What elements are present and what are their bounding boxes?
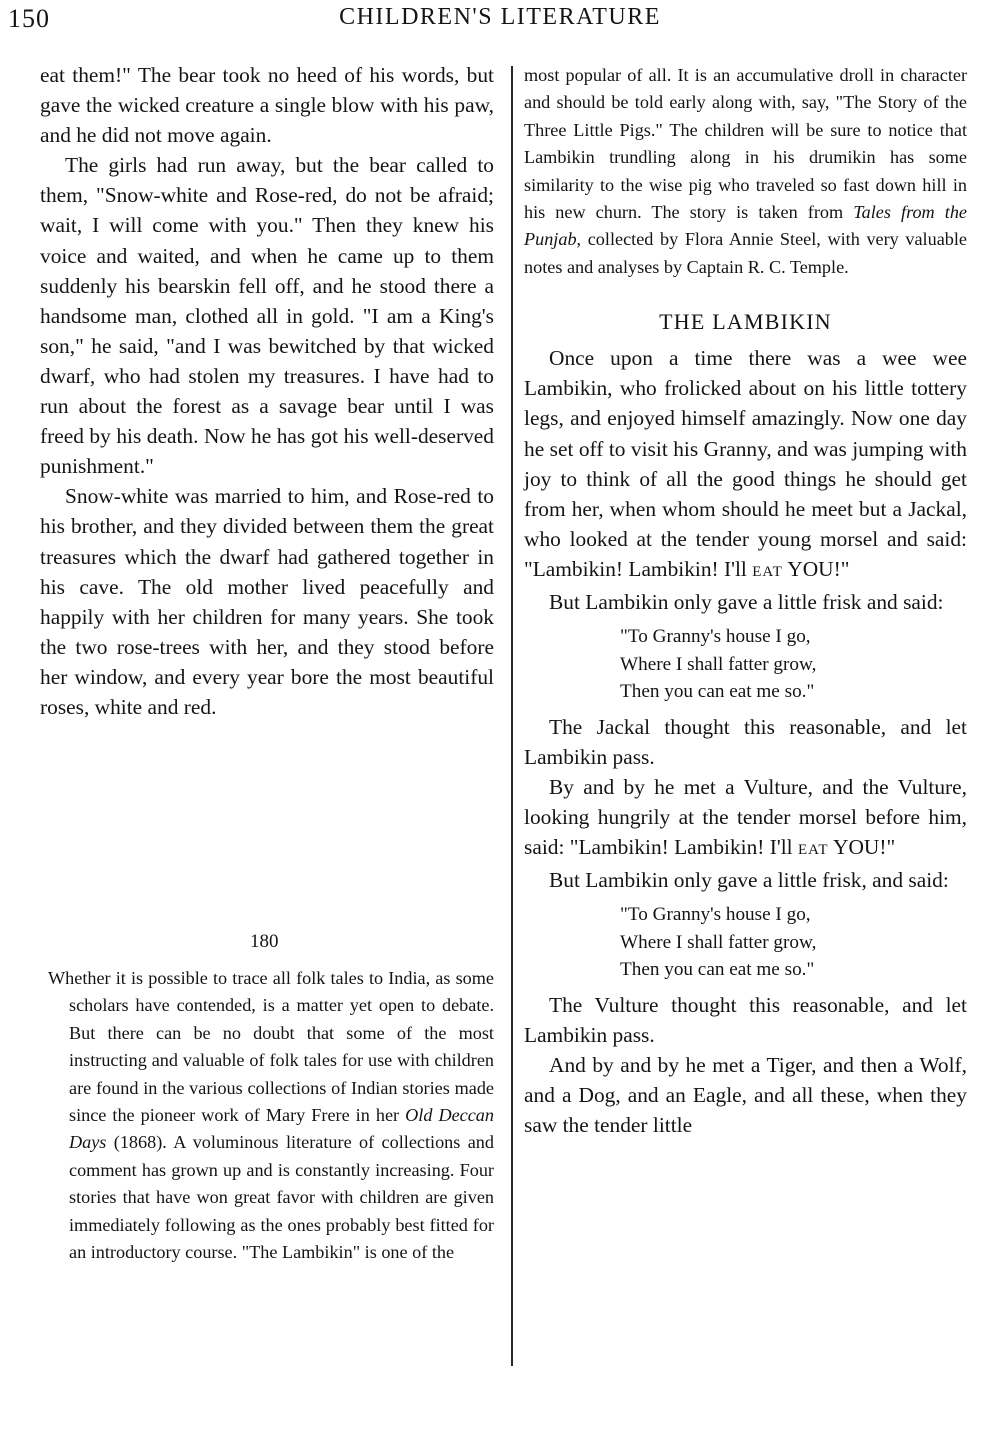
- paragraph: And by and by he met a Tiger, and then a Wolf, and a Dog, and an Eagle, and all these, when they saw the tender little: [524, 1052, 967, 1138]
- footnote: [48, 965, 494, 1266]
- verse-line: Where I shall fatter grow,: [620, 653, 817, 675]
- paragraph: Once upon a time there was a wee wee Lambikin, who frolicked about on his little tottery legs, and enjoyed himself amazingly. Now one day he set off to visit his Granny, and was jumping with joy to think of all the good things he should get from her, when whom should he meet but a Jackal, who looked at the tender young morsel and said: "Lambikin! Lambikin! I'll EAT YOU!": [524, 346, 967, 581]
- column-divider: [511, 66, 513, 1366]
- left-column: [40, 60, 494, 722]
- paragraph: eat them!" The bear took no heed of his words, but gave the wicked creature a single blow with his paw, and he did not move again.: [40, 63, 494, 148]
- verse-line: Then you can eat me so.": [620, 959, 815, 981]
- paragraph: The Vulture thought this reasonable, and let Lambikin pass.: [524, 992, 967, 1047]
- verse-line: Then you can eat me so.": [620, 681, 815, 703]
- page-header: [0, 4, 1000, 38]
- paragraph: Snow-white was married to him, and Rose-red to his brother, and they divided between them the great treasures which the dwarf had gathered together in his cave. The old mother lived peacefully and happily with her children for many years. She took the two rose-trees with her, and they stood before her window, and every year bore the most beautiful roses, white and red.: [40, 484, 494, 719]
- footnote-text: Whether it is possible to trace all folk tales to India, as some scholars have contended, is a matter yet open to debate. But there can be no doubt that some of the most instructing and valuable of folk tales for use with children are found in the various collections of Indian stories made since the pioneer work of Mary Frere in her Old Deccan Days (1868). A voluminous literature of collections and comment has grown up and is constantly increasing. Four stories that have won great favor with children are given immediately following as the ones probably best fitted for an introductory course. "The Lambikin" is one of the: [48, 968, 494, 1263]
- paragraph: The girls had run away, but the bear called to them, "Snow-white and Rose-red, do not be afraid; wait, I will come with you." Then they knew his voice and waited, and when he came up to them suddenly his bearskin fell off, and he stood there a handsome man, clothed all in gold. "I am a King's son," he said, "and I was bewitched by that wicked dwarf, who had stolen my treasures. I have had to run about the forest as a savage bear until I was freed by his death. Now he has got his well-deserved punishment.": [40, 153, 494, 479]
- book-title: Tales from the Punjab: [524, 202, 967, 250]
- page-number: 150: [8, 4, 50, 33]
- footnote-continued: most popular of all. It is an accumulative droll in character and should be told early along with, say, "The Story of the Three Little Pigs." The children will be sure to notice that Lambikin trundling along in his drumikin has some similarity to the wise pig who traveled so fast down hill in his new churn. The story is taken from Tales from the Punjab, collected by Flora Annie Steel, with very valuable notes and analyses by Captain R. C. Temple.: [524, 65, 967, 277]
- book-title: Old Deccan Days: [69, 1105, 494, 1153]
- right-column: [524, 62, 967, 1140]
- verse-line: "To Granny's house I go,: [620, 904, 811, 926]
- paragraph: But Lambikin only gave a little frisk, and said:: [549, 868, 949, 893]
- story-heading: THE LAMBIKIN: [659, 309, 832, 335]
- verse-line: "To Granny's house I go,: [620, 626, 811, 648]
- footnote-number: 180: [250, 931, 279, 952]
- paragraph: By and by he met a Vulture, and the Vulture, looking hungrily at the tender morsel before him, said: "Lambikin! Lambikin! I'll EAT YOU!": [524, 774, 967, 859]
- verse: [620, 901, 967, 984]
- running-title: CHILDREN'S LITERATURE: [339, 4, 661, 30]
- paragraph: The Jackal thought this reasonable, and let Lambikin pass.: [524, 714, 967, 769]
- paragraph: But Lambikin only gave a little frisk and said:: [549, 590, 944, 614]
- verse-line: Where I shall fatter grow,: [620, 931, 817, 953]
- verse: [620, 623, 967, 706]
